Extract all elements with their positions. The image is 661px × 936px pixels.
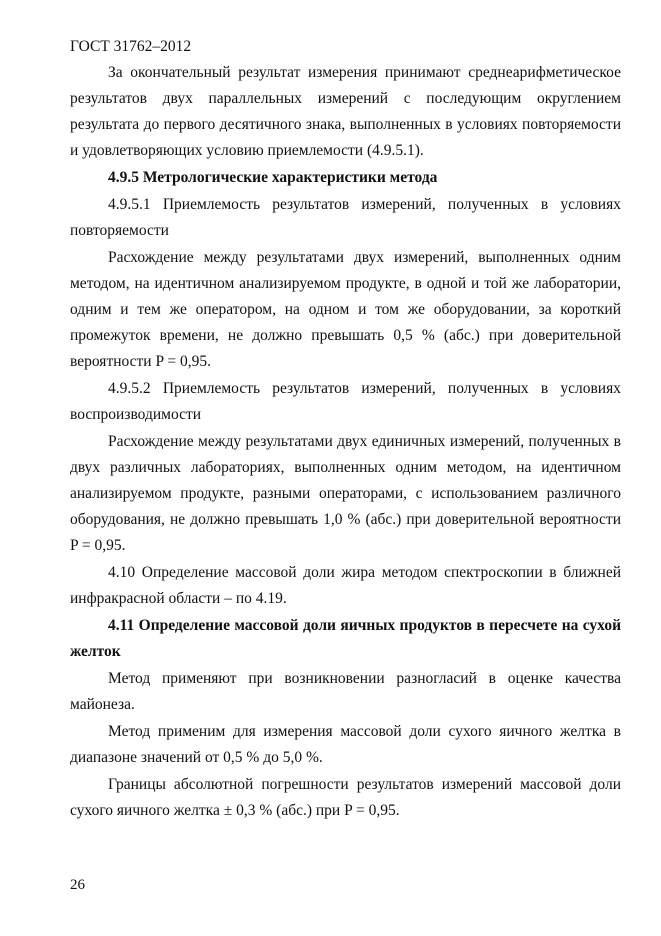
subsection-heading-4-9-5-2: 4.9.5.2 Приемлемость результатов измерений, полученных в условиях воспроизводимости (70, 380, 621, 423)
paragraph-method-range: Метод применим для измерения массовой доли сухого яичного желтка в диапазоне значений от 0,5 % до 5,0 %. (70, 723, 621, 766)
document-body (70, 60, 621, 825)
paragraph-final-result: За окончательный результат измерения принимают среднеарифметическое результатов двух параллельных измерений с последующим округлением результата до первого десятичного знака, выполненных в условиях повторяемости и удовлетворяющих условию приемлемости (4.9.5.1). (70, 64, 621, 159)
paragraph-method-usage: Метод применяют при возникновении разногласий в оценке качества майонеза. (70, 670, 621, 713)
paragraph-reproducibility: Расхождение между результатами двух единичных измерений, полученных в двух различных лабораториях, выполненных одним методом, на идентичном анализируемом продукте, разными операторами, с использованием различного оборудования, не должно превышать 1,0 % (абс.) при доверительной вероятности P = 0,95. (70, 433, 621, 554)
paragraph-repeatability: Расхождение между результатами двух измерений, выполненных одним методом, на идентичном анализируемом продукте, в одной и той же лаборатории, одним и тем же оператором, на одном и том же оборудовании, за короткий промежуток времени, не должно превышать 0,5 % (абс.) при доверительной вероятности P = 0,95. (70, 249, 621, 370)
page-number: 26 (70, 877, 85, 893)
paragraph-error-limits: Границы абсолютной погрешности результатов измерений массовой доли сухого яичного желтка ± 0,3 % (абс.) при P = 0,95. (70, 776, 621, 819)
section-heading-4-9-5: 4.9.5 Метрологические характеристики метода (108, 169, 438, 186)
subsection-heading-4-9-5-1: 4.9.5.1 Приемлемость результатов измерений, полученных в условиях повторяемости (70, 196, 621, 239)
document-header: ГОСТ 31762–2012 (70, 38, 192, 55)
section-heading-4-11: 4.11 Определение массовой доли яичных продуктов в пересчете на сухой желток (70, 617, 621, 660)
paragraph-4-10: 4.10 Определение массовой доли жира методом спектроскопии в ближней инфракрасной области – по 4.19. (70, 564, 621, 607)
